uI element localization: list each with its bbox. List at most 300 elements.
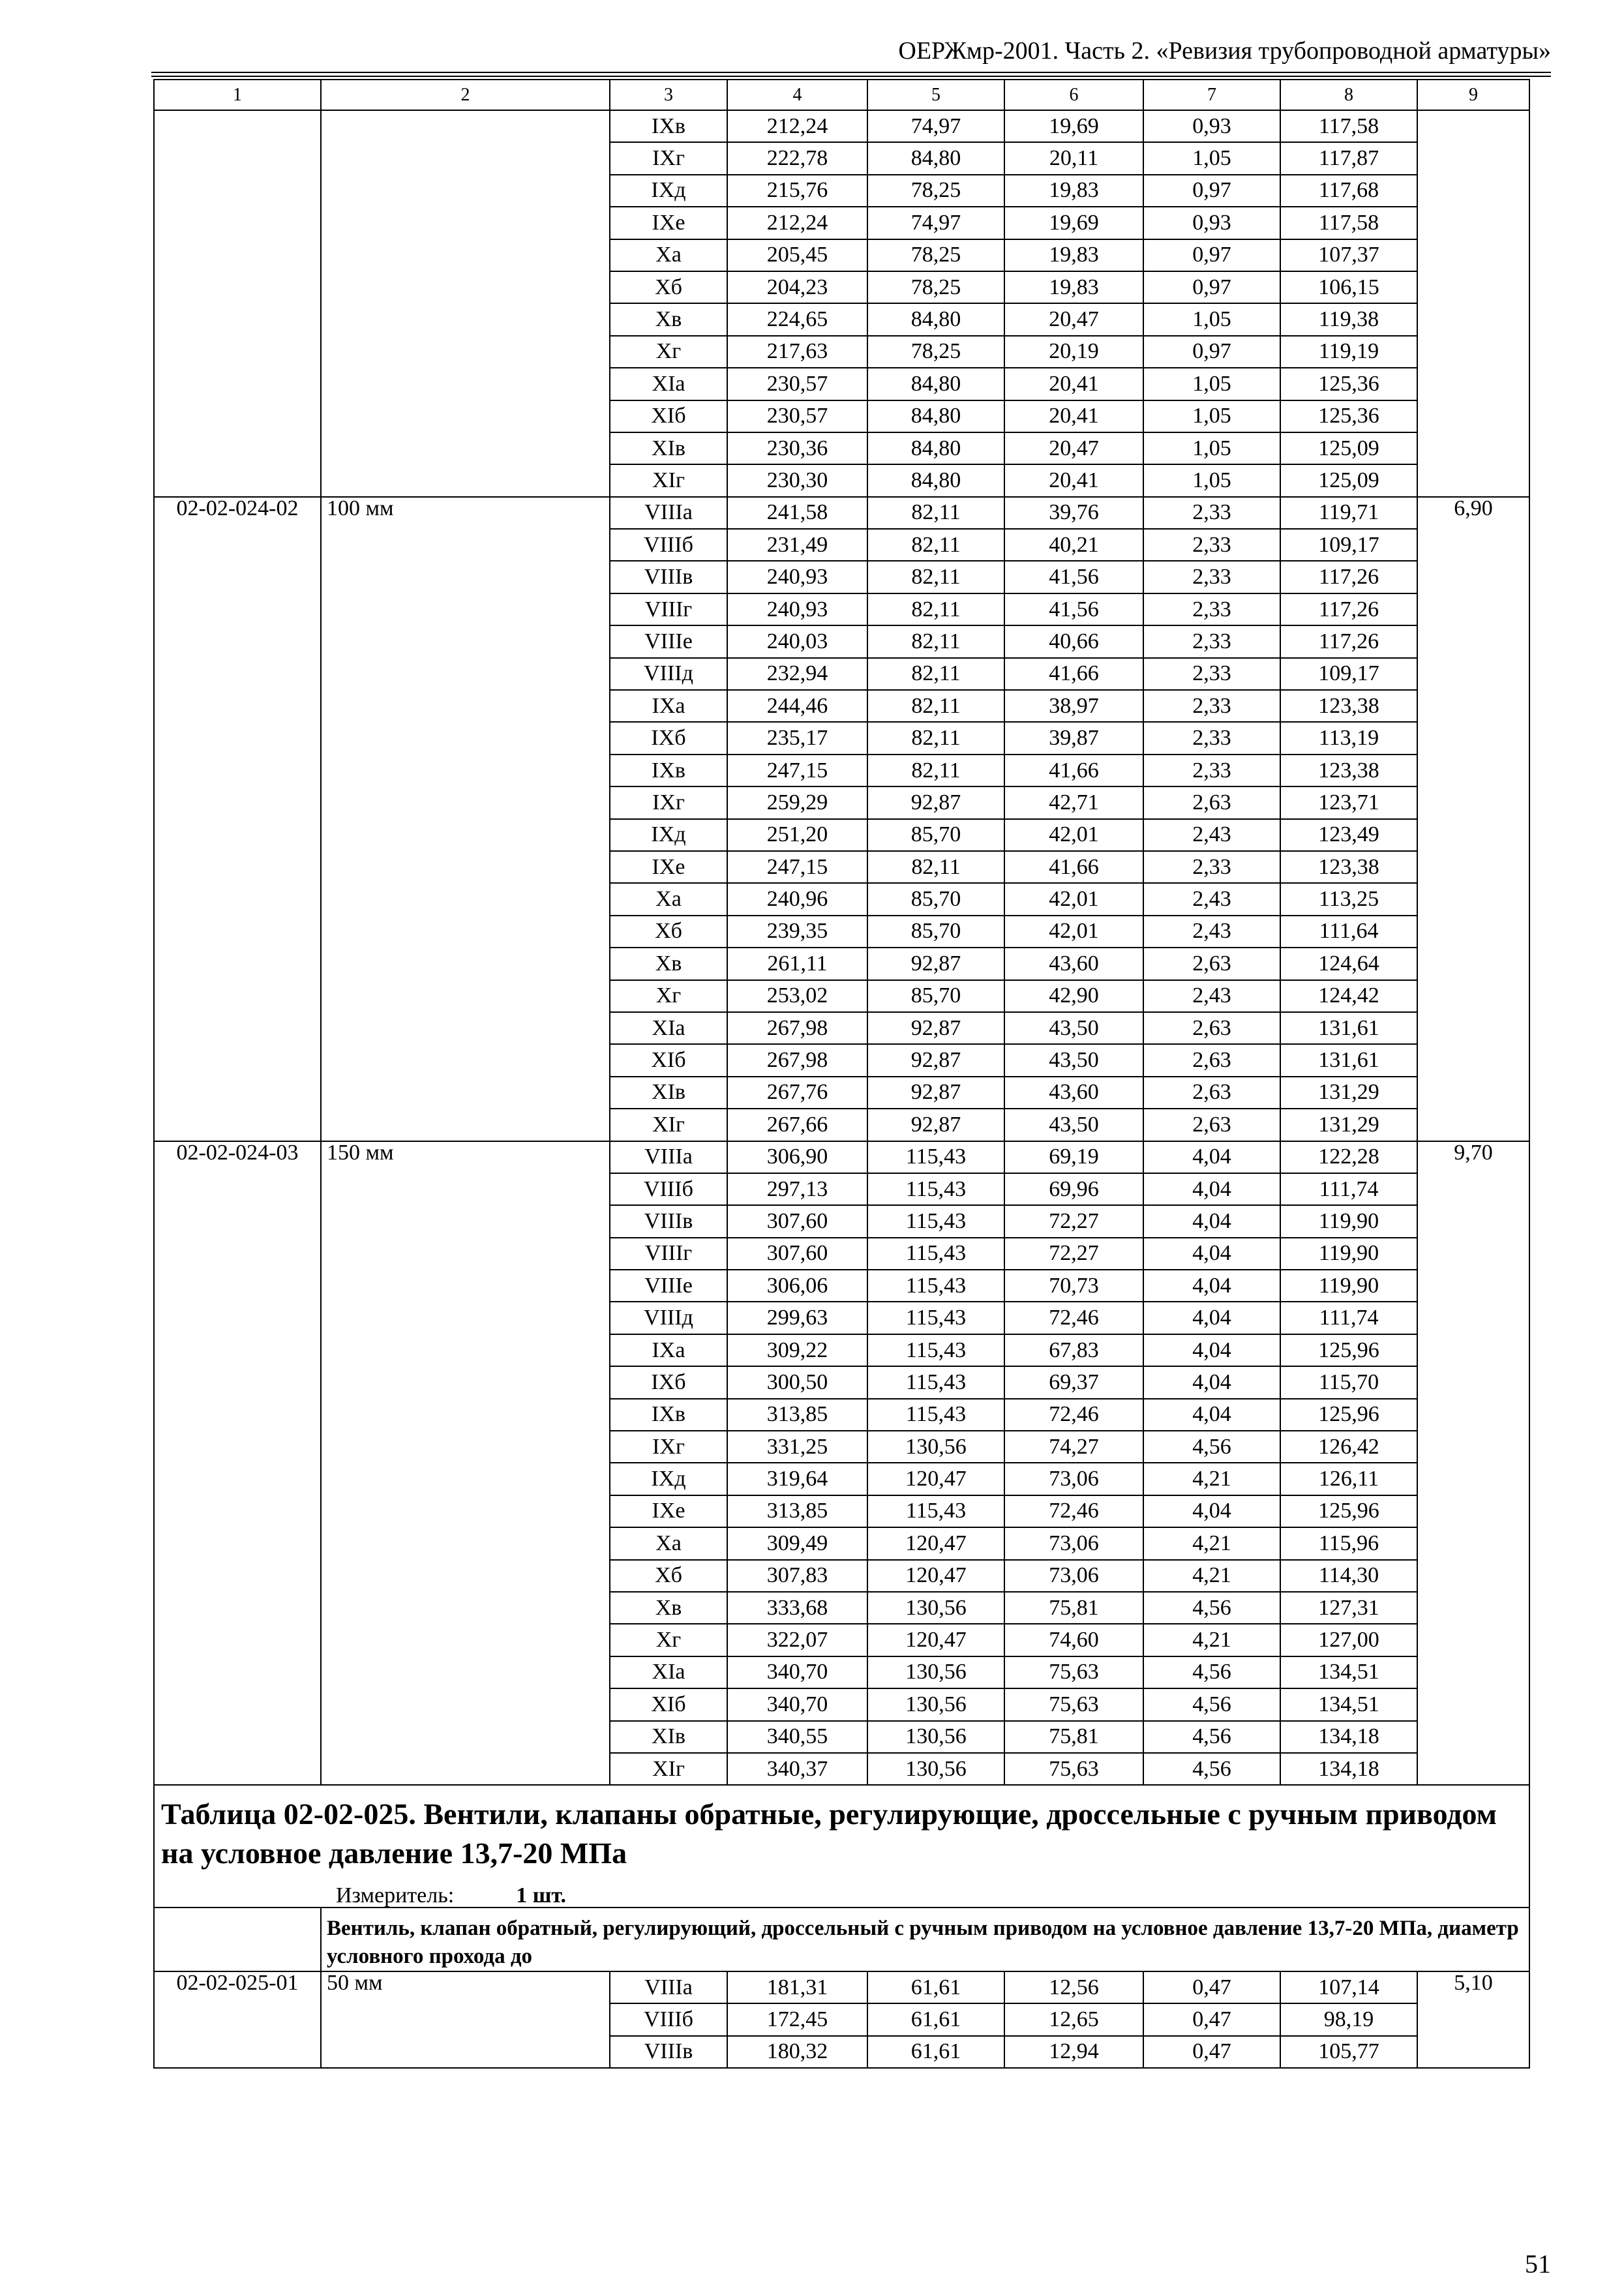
- table-row: [154, 1141, 1529, 1173]
- machine-cost-cell: 40,66: [1004, 625, 1143, 657]
- machine-cost-cell: 43,50: [1004, 1012, 1143, 1044]
- machinist-wages-cell: 0,93: [1143, 207, 1280, 239]
- wages-cell: 78,25: [867, 271, 1004, 303]
- materials-cost-cell: 127,31: [1280, 1592, 1417, 1624]
- wages-cell: 92,87: [867, 786, 1004, 818]
- machinist-wages-cell: 4,04: [1143, 1334, 1280, 1366]
- wages-cell: 85,70: [867, 980, 1004, 1012]
- materials-cost-cell: 117,58: [1280, 110, 1417, 142]
- machinist-wages-cell: 2,33: [1143, 593, 1280, 625]
- total-cost-cell: 307,60: [727, 1238, 867, 1270]
- zone-cell: IXв: [610, 1399, 727, 1431]
- wages-cell: 82,11: [867, 690, 1004, 722]
- zone-cell: IXг: [610, 1431, 727, 1463]
- materials-cost-cell: 105,77: [1280, 2036, 1417, 2068]
- table-row: [154, 110, 1529, 142]
- machine-cost-cell: 69,19: [1004, 1141, 1143, 1173]
- zone-cell: VIIIб: [610, 1173, 727, 1205]
- machine-cost-cell: 75,63: [1004, 1656, 1143, 1688]
- materials-cost-cell: 125,36: [1280, 400, 1417, 432]
- total-cost-cell: 313,85: [727, 1495, 867, 1527]
- page-number: 51: [1525, 2249, 1551, 2279]
- zone-cell: Xг: [610, 980, 727, 1012]
- materials-cost-cell: 123,38: [1280, 690, 1417, 722]
- wages-cell: 82,11: [867, 658, 1004, 690]
- machinist-wages-cell: 2,33: [1143, 625, 1280, 657]
- machinist-wages-cell: 1,05: [1143, 303, 1280, 335]
- zone-cell: VIIIв: [610, 561, 727, 593]
- zone-cell: XIб: [610, 1688, 727, 1720]
- wages-cell: 82,11: [867, 851, 1004, 883]
- materials-cost-cell: 123,49: [1280, 819, 1417, 851]
- zone-cell: IXд: [610, 175, 727, 207]
- total-cost-cell: 267,76: [727, 1077, 867, 1109]
- zone-cell: IXв: [610, 755, 727, 786]
- column-number: 6: [1004, 80, 1143, 110]
- zone-cell: Xг: [610, 1624, 727, 1656]
- machinist-wages-cell: 4,56: [1143, 1753, 1280, 1785]
- column-number: 5: [867, 80, 1004, 110]
- mass-cell: 9,70: [1417, 1141, 1529, 1786]
- total-cost-cell: 322,07: [727, 1624, 867, 1656]
- total-cost-cell: 222,78: [727, 142, 867, 174]
- machine-cost-cell: 75,81: [1004, 1592, 1143, 1624]
- total-cost-cell: 212,24: [727, 110, 867, 142]
- total-cost-cell: 306,90: [727, 1141, 867, 1173]
- wages-cell: 82,11: [867, 722, 1004, 754]
- machine-cost-cell: 73,06: [1004, 1560, 1143, 1592]
- zone-cell: IXе: [610, 1495, 727, 1527]
- machine-cost-cell: 70,73: [1004, 1270, 1143, 1302]
- materials-cost-cell: 119,71: [1280, 497, 1417, 529]
- total-cost-cell: 259,29: [727, 786, 867, 818]
- zone-cell: IXг: [610, 786, 727, 818]
- materials-cost-cell: 106,15: [1280, 271, 1417, 303]
- wages-cell: 92,87: [867, 1109, 1004, 1141]
- total-cost-cell: 299,63: [727, 1302, 867, 1334]
- materials-cost-cell: 131,29: [1280, 1077, 1417, 1109]
- machinist-wages-cell: 4,21: [1143, 1624, 1280, 1656]
- machine-cost-cell: 72,27: [1004, 1205, 1143, 1237]
- column-number: 1: [154, 80, 321, 110]
- zone-cell: VIIIв: [610, 2036, 727, 2068]
- machinist-wages-cell: 4,04: [1143, 1270, 1280, 1302]
- nominal-diameter-cell: 150 мм: [321, 1141, 610, 1786]
- machine-cost-cell: 19,83: [1004, 175, 1143, 207]
- zone-cell: XIб: [610, 400, 727, 432]
- materials-cost-cell: 119,90: [1280, 1270, 1417, 1302]
- column-number: 9: [1417, 80, 1529, 110]
- materials-cost-cell: 111,74: [1280, 1173, 1417, 1205]
- machine-cost-cell: 20,41: [1004, 400, 1143, 432]
- machine-cost-cell: 41,56: [1004, 561, 1143, 593]
- zone-cell: Xа: [610, 239, 727, 271]
- machine-cost-cell: 42,01: [1004, 916, 1143, 948]
- wages-cell: 115,43: [867, 1495, 1004, 1527]
- nominal-diameter-cell: 50 мм: [321, 1971, 610, 2068]
- materials-cost-cell: 134,51: [1280, 1656, 1417, 1688]
- nominal-diameter-cell: [321, 110, 610, 497]
- table-caption-cell: [154, 1785, 1529, 1908]
- total-cost-cell: 231,49: [727, 529, 867, 561]
- machine-cost-cell: 12,56: [1004, 1971, 1143, 2003]
- wages-cell: 130,56: [867, 1688, 1004, 1720]
- wages-cell: 84,80: [867, 432, 1004, 464]
- zone-cell: VIIIг: [610, 1238, 727, 1270]
- machinist-wages-cell: 4,04: [1143, 1205, 1280, 1237]
- materials-cost-cell: 109,17: [1280, 529, 1417, 561]
- table-title: Таблица 02-02-025. Вентили, клапаны обратные, регулирующие, дроссельные с ручным приводом на условное давление 13,7-20 МПа: [161, 1797, 1497, 1870]
- total-cost-cell: 235,17: [727, 722, 867, 754]
- machine-cost-cell: 39,87: [1004, 722, 1143, 754]
- wages-cell: 84,80: [867, 464, 1004, 496]
- materials-cost-cell: 122,28: [1280, 1141, 1417, 1173]
- total-cost-cell: 180,32: [727, 2036, 867, 2068]
- machine-cost-cell: 74,60: [1004, 1624, 1143, 1656]
- machinist-wages-cell: 1,05: [1143, 142, 1280, 174]
- machine-cost-cell: 38,97: [1004, 690, 1143, 722]
- wages-cell: 115,43: [867, 1205, 1004, 1237]
- machinist-wages-cell: 4,04: [1143, 1399, 1280, 1431]
- total-cost-cell: 240,96: [727, 883, 867, 915]
- machine-cost-cell: 20,19: [1004, 336, 1143, 368]
- zone-cell: Xб: [610, 1560, 727, 1592]
- zone-cell: IXг: [610, 142, 727, 174]
- zone-cell: IXа: [610, 690, 727, 722]
- wages-cell: 115,43: [867, 1399, 1004, 1431]
- materials-cost-cell: 115,96: [1280, 1527, 1417, 1559]
- running-header: ОЕРЖмр-2001. Часть 2. «Ревизия трубопроводной арматуры»: [898, 37, 1551, 65]
- machinist-wages-cell: 2,33: [1143, 851, 1280, 883]
- wages-cell: 115,43: [867, 1270, 1004, 1302]
- column-number: 2: [321, 80, 610, 110]
- materials-cost-cell: 126,42: [1280, 1431, 1417, 1463]
- materials-cost-cell: 113,25: [1280, 883, 1417, 915]
- machine-cost-cell: 19,83: [1004, 239, 1143, 271]
- materials-cost-cell: 125,09: [1280, 464, 1417, 496]
- materials-cost-cell: 125,96: [1280, 1495, 1417, 1527]
- total-cost-cell: 300,50: [727, 1366, 867, 1398]
- zone-cell: XIг: [610, 1753, 727, 1785]
- wages-cell: 78,25: [867, 336, 1004, 368]
- total-cost-cell: 247,15: [727, 851, 867, 883]
- materials-cost-cell: 111,64: [1280, 916, 1417, 948]
- wages-cell: 82,11: [867, 755, 1004, 786]
- machinist-wages-cell: 4,04: [1143, 1141, 1280, 1173]
- zone-cell: XIв: [610, 432, 727, 464]
- machine-cost-cell: 74,27: [1004, 1431, 1143, 1463]
- column-number: 3: [610, 80, 727, 110]
- machine-cost-cell: 41,56: [1004, 593, 1143, 625]
- machinist-wages-cell: 4,21: [1143, 1560, 1280, 1592]
- wages-cell: 130,56: [867, 1721, 1004, 1753]
- machinist-wages-cell: 2,63: [1143, 1012, 1280, 1044]
- total-cost-cell: 230,57: [727, 400, 867, 432]
- zone-cell: Xв: [610, 303, 727, 335]
- materials-cost-cell: 126,11: [1280, 1463, 1417, 1495]
- total-cost-cell: 241,58: [727, 497, 867, 529]
- column-number-row: [154, 80, 1529, 110]
- wages-cell: 115,43: [867, 1302, 1004, 1334]
- wages-cell: 82,11: [867, 593, 1004, 625]
- machinist-wages-cell: 0,97: [1143, 239, 1280, 271]
- wages-cell: 115,43: [867, 1334, 1004, 1366]
- zone-cell: Xг: [610, 336, 727, 368]
- wages-cell: 61,61: [867, 2036, 1004, 2068]
- total-cost-cell: 309,22: [727, 1334, 867, 1366]
- total-cost-cell: 253,02: [727, 980, 867, 1012]
- description-empty-cell: [154, 1908, 321, 1971]
- machine-cost-cell: 20,41: [1004, 464, 1143, 496]
- machinist-wages-cell: 0,97: [1143, 175, 1280, 207]
- materials-cost-cell: 119,90: [1280, 1238, 1417, 1270]
- machinist-wages-cell: 2,63: [1143, 1077, 1280, 1109]
- machine-cost-cell: 19,69: [1004, 207, 1143, 239]
- machinist-wages-cell: 0,97: [1143, 271, 1280, 303]
- machinist-wages-cell: 2,33: [1143, 690, 1280, 722]
- total-cost-cell: 267,98: [727, 1044, 867, 1076]
- total-cost-cell: 331,25: [727, 1431, 867, 1463]
- materials-cost-cell: 119,38: [1280, 303, 1417, 335]
- machinist-wages-cell: 4,21: [1143, 1527, 1280, 1559]
- column-number: 7: [1143, 80, 1280, 110]
- machinist-wages-cell: 4,56: [1143, 1656, 1280, 1688]
- materials-cost-cell: 125,36: [1280, 368, 1417, 400]
- materials-cost-cell: 115,70: [1280, 1366, 1417, 1398]
- zone-cell: XIа: [610, 1656, 727, 1688]
- machine-cost-cell: 72,46: [1004, 1495, 1143, 1527]
- zone-cell: Xб: [610, 271, 727, 303]
- wages-cell: 78,25: [867, 175, 1004, 207]
- description-cell: [321, 1908, 1529, 1971]
- machine-cost-cell: 42,01: [1004, 819, 1143, 851]
- total-cost-cell: 340,37: [727, 1753, 867, 1785]
- total-cost-cell: 340,55: [727, 1721, 867, 1753]
- zone-cell: Xа: [610, 883, 727, 915]
- total-cost-cell: 297,13: [727, 1173, 867, 1205]
- wages-cell: 84,80: [867, 368, 1004, 400]
- wages-cell: 120,47: [867, 1463, 1004, 1495]
- zone-cell: IXе: [610, 207, 727, 239]
- wages-cell: 74,97: [867, 110, 1004, 142]
- table-caption-row: [154, 1785, 1529, 1908]
- header-rule-secondary: [151, 76, 1551, 77]
- machinist-wages-cell: 4,04: [1143, 1495, 1280, 1527]
- machine-cost-cell: 73,06: [1004, 1463, 1143, 1495]
- wages-cell: 92,87: [867, 1077, 1004, 1109]
- table-row: [154, 1971, 1529, 2003]
- machinist-wages-cell: 2,43: [1143, 916, 1280, 948]
- materials-cost-cell: 134,18: [1280, 1721, 1417, 1753]
- wages-cell: 115,43: [867, 1173, 1004, 1205]
- machinist-wages-cell: 4,56: [1143, 1592, 1280, 1624]
- machinist-wages-cell: 2,33: [1143, 529, 1280, 561]
- wages-cell: 82,11: [867, 497, 1004, 529]
- wages-cell: 82,11: [867, 561, 1004, 593]
- machine-cost-cell: 12,94: [1004, 2036, 1143, 2068]
- total-cost-cell: 230,30: [727, 464, 867, 496]
- machinist-wages-cell: 0,93: [1143, 110, 1280, 142]
- machinist-wages-cell: 2,33: [1143, 561, 1280, 593]
- total-cost-cell: 230,57: [727, 368, 867, 400]
- zone-cell: IXб: [610, 1366, 727, 1398]
- machine-cost-cell: 73,06: [1004, 1527, 1143, 1559]
- wages-cell: 85,70: [867, 819, 1004, 851]
- zone-cell: VIIIа: [610, 1971, 727, 2003]
- total-cost-cell: 340,70: [727, 1688, 867, 1720]
- machinist-wages-cell: 2,63: [1143, 948, 1280, 980]
- materials-cost-cell: 131,61: [1280, 1012, 1417, 1044]
- wages-cell: 92,87: [867, 948, 1004, 980]
- materials-cost-cell: 119,90: [1280, 1205, 1417, 1237]
- machinist-wages-cell: 2,63: [1143, 1044, 1280, 1076]
- rates-table: [153, 79, 1530, 2069]
- total-cost-cell: 261,11: [727, 948, 867, 980]
- total-cost-cell: 172,45: [727, 2003, 867, 2035]
- total-cost-cell: 205,45: [727, 239, 867, 271]
- zone-cell: XIг: [610, 1109, 727, 1141]
- machine-cost-cell: 43,60: [1004, 1077, 1143, 1109]
- meter-value: 1 шт.: [516, 1883, 567, 1908]
- total-cost-cell: 181,31: [727, 1971, 867, 2003]
- wages-cell: 120,47: [867, 1527, 1004, 1559]
- zone-cell: XIв: [610, 1077, 727, 1109]
- machinist-wages-cell: 2,33: [1143, 755, 1280, 786]
- materials-cost-cell: 117,26: [1280, 561, 1417, 593]
- zone-cell: Xв: [610, 948, 727, 980]
- machinist-wages-cell: 4,21: [1143, 1463, 1280, 1495]
- description-row: [154, 1908, 1529, 1971]
- zone-cell: XIа: [610, 368, 727, 400]
- machine-cost-cell: 72,27: [1004, 1238, 1143, 1270]
- machine-cost-cell: 42,71: [1004, 786, 1143, 818]
- machine-cost-cell: 43,50: [1004, 1044, 1143, 1076]
- rate-code-cell: [154, 110, 321, 497]
- machine-cost-cell: 41,66: [1004, 851, 1143, 883]
- materials-cost-cell: 98,19: [1280, 2003, 1417, 2035]
- machinist-wages-cell: 1,05: [1143, 432, 1280, 464]
- machine-cost-cell: 20,11: [1004, 142, 1143, 174]
- wages-cell: 74,97: [867, 207, 1004, 239]
- mass-cell: 6,90: [1417, 497, 1529, 1141]
- machinist-wages-cell: 0,47: [1143, 2036, 1280, 2068]
- materials-cost-cell: 131,29: [1280, 1109, 1417, 1141]
- wages-cell: 84,80: [867, 142, 1004, 174]
- machine-cost-cell: 41,66: [1004, 755, 1143, 786]
- machine-cost-cell: 75,81: [1004, 1721, 1143, 1753]
- zone-cell: IXе: [610, 851, 727, 883]
- machine-cost-cell: 41,66: [1004, 658, 1143, 690]
- wages-cell: 61,61: [867, 1971, 1004, 2003]
- machinist-wages-cell: 4,56: [1143, 1721, 1280, 1753]
- mass-cell: [1417, 110, 1529, 497]
- machinist-wages-cell: 2,33: [1143, 722, 1280, 754]
- machine-cost-cell: 69,96: [1004, 1173, 1143, 1205]
- wages-cell: 78,25: [867, 239, 1004, 271]
- machine-cost-cell: 20,47: [1004, 303, 1143, 335]
- zone-cell: VIIIа: [610, 497, 727, 529]
- materials-cost-cell: 125,96: [1280, 1334, 1417, 1366]
- zone-cell: VIIIд: [610, 1302, 727, 1334]
- zone-cell: Xа: [610, 1527, 727, 1559]
- wages-cell: 115,43: [867, 1366, 1004, 1398]
- zone-cell: Xв: [610, 1592, 727, 1624]
- total-cost-cell: 240,03: [727, 625, 867, 657]
- machine-cost-cell: 43,60: [1004, 948, 1143, 980]
- column-number: 4: [727, 80, 867, 110]
- meter-row: [161, 1885, 1522, 1907]
- materials-cost-cell: 107,37: [1280, 239, 1417, 271]
- wages-cell: 82,11: [867, 529, 1004, 561]
- zone-cell: VIIIа: [610, 1141, 727, 1173]
- machine-cost-cell: 43,50: [1004, 1109, 1143, 1141]
- zone-cell: VIIIе: [610, 1270, 727, 1302]
- materials-cost-cell: 125,96: [1280, 1399, 1417, 1431]
- wages-cell: 120,47: [867, 1560, 1004, 1592]
- total-cost-cell: 307,83: [727, 1560, 867, 1592]
- zone-cell: VIIIе: [610, 625, 727, 657]
- total-cost-cell: 333,68: [727, 1592, 867, 1624]
- zone-cell: VIIIб: [610, 2003, 727, 2035]
- machinist-wages-cell: 2,33: [1143, 497, 1280, 529]
- machine-cost-cell: 20,47: [1004, 432, 1143, 464]
- total-cost-cell: 240,93: [727, 561, 867, 593]
- total-cost-cell: 212,24: [727, 207, 867, 239]
- machinist-wages-cell: 2,63: [1143, 1109, 1280, 1141]
- zone-cell: VIIIд: [610, 658, 727, 690]
- machinist-wages-cell: 2,33: [1143, 658, 1280, 690]
- header-rule: [151, 72, 1551, 73]
- materials-cost-cell: 127,00: [1280, 1624, 1417, 1656]
- machine-cost-cell: 42,90: [1004, 980, 1143, 1012]
- total-cost-cell: 247,15: [727, 755, 867, 786]
- materials-cost-cell: 114,30: [1280, 1560, 1417, 1592]
- materials-cost-cell: 117,26: [1280, 593, 1417, 625]
- rate-code-cell: 02-02-024-02: [154, 497, 321, 1141]
- materials-cost-cell: 117,68: [1280, 175, 1417, 207]
- zone-cell: IXд: [610, 1463, 727, 1495]
- machinist-wages-cell: 2,43: [1143, 980, 1280, 1012]
- wages-cell: 120,47: [867, 1624, 1004, 1656]
- total-cost-cell: 232,94: [727, 658, 867, 690]
- machine-cost-cell: 39,76: [1004, 497, 1143, 529]
- machine-cost-cell: 12,65: [1004, 2003, 1143, 2035]
- nominal-diameter-cell: 100 мм: [321, 497, 610, 1141]
- wages-cell: 84,80: [867, 400, 1004, 432]
- total-cost-cell: 224,65: [727, 303, 867, 335]
- materials-cost-cell: 109,17: [1280, 658, 1417, 690]
- materials-cost-cell: 124,42: [1280, 980, 1417, 1012]
- materials-cost-cell: 117,58: [1280, 207, 1417, 239]
- machinist-wages-cell: 4,04: [1143, 1173, 1280, 1205]
- materials-cost-cell: 117,87: [1280, 142, 1417, 174]
- wages-cell: 130,56: [867, 1753, 1004, 1785]
- materials-cost-cell: 134,51: [1280, 1688, 1417, 1720]
- machinist-wages-cell: 2,43: [1143, 883, 1280, 915]
- wages-cell: 130,56: [867, 1431, 1004, 1463]
- machine-cost-cell: 69,37: [1004, 1366, 1143, 1398]
- rate-code-cell: 02-02-025-01: [154, 1971, 321, 2068]
- materials-cost-cell: 111,74: [1280, 1302, 1417, 1334]
- mass-cell: 5,10: [1417, 1971, 1529, 2068]
- machinist-wages-cell: 0,47: [1143, 2003, 1280, 2035]
- zone-cell: IXа: [610, 1334, 727, 1366]
- total-cost-cell: 244,46: [727, 690, 867, 722]
- materials-cost-cell: 131,61: [1280, 1044, 1417, 1076]
- machine-cost-cell: 75,63: [1004, 1688, 1143, 1720]
- machinist-wages-cell: 4,56: [1143, 1431, 1280, 1463]
- materials-cost-cell: 107,14: [1280, 1971, 1417, 2003]
